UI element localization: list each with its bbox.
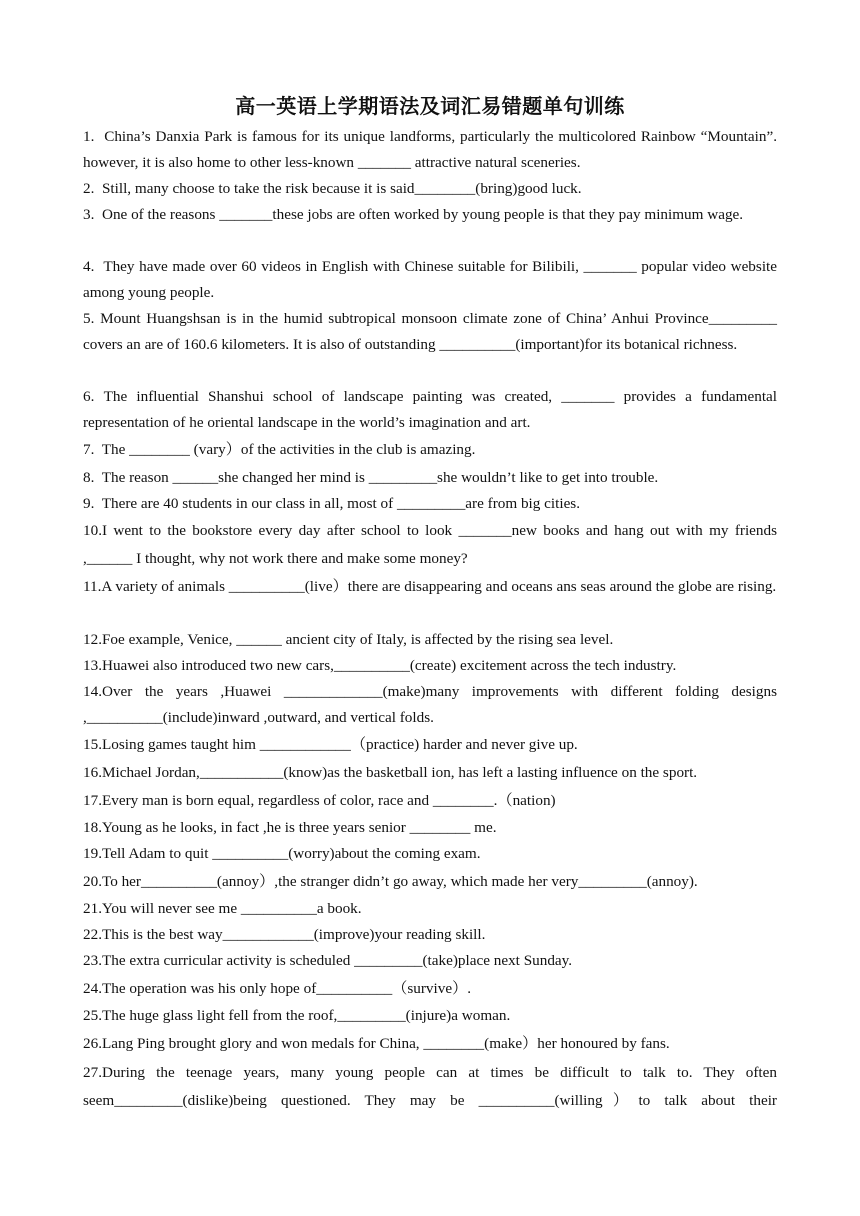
question-number: 15. [83, 736, 102, 753]
question-8 [83, 465, 777, 491]
question-26 [83, 1031, 777, 1057]
question-4 [83, 254, 777, 306]
question-number: 27. [83, 1064, 102, 1081]
question-text: The huge glass light fell from the roof,_________(injure)a woman. [101, 1007, 511, 1024]
question-text: The extra curricular activity is scheduled _________(take)place next Sunday. [101, 952, 573, 969]
question-7 [83, 437, 777, 463]
question-text: One of the reasons _______these jobs are often worked by young people is that they pay minimum wage. [101, 206, 744, 223]
question-text: Losing games taught him ____________（practice) harder and never give up. [101, 736, 578, 753]
question-number: 22. [83, 926, 102, 943]
question-number: 12. [83, 631, 102, 648]
question-19 [83, 841, 777, 867]
question-23 [83, 948, 777, 974]
question-number: 18. [83, 819, 102, 836]
question-text: Lang Ping brought glory and won medals for China, ________(make）her honoured by fans. [101, 1035, 670, 1052]
question-number: 11. [83, 578, 102, 595]
question-number: 23. [83, 952, 102, 969]
question-number: 6. [83, 388, 95, 405]
question-11 [83, 573, 777, 601]
question-number: 10. [83, 522, 102, 539]
question-text: A variety of animals __________(live）there are disappearing and oceans ans seas around the globe are rising. [101, 578, 777, 595]
question-text: This is the best way____________(improve)your reading skill. [101, 926, 486, 943]
question-number: 8. [83, 469, 95, 486]
question-text: You will never see me __________a book. [101, 900, 362, 917]
question-text: There are 40 students in our class in all, most of _________are from big cities. [101, 495, 581, 512]
question-number: 24. [83, 980, 102, 997]
question-text: The operation was his only hope of__________（survive）. [101, 980, 472, 997]
question-number: 2. [83, 180, 95, 197]
question-text: China’s Danxia Park is famous for its unique landforms, particularly the multicolored Rainbow “Mountain”. however, it is also home to other less-known _______ attractive natural sceneries. [83, 128, 777, 171]
question-number: 25. [83, 1007, 102, 1024]
question-24 [83, 976, 777, 1002]
question-text: The influential Shanshui school of landscape painting was created, _______ provides a fundamental representation of he oriental landscape in the world’s imagination and art. [83, 388, 777, 431]
question-text: Foe example, Venice, ______ ancient city of Italy, is affected by the rising sea level. [101, 631, 614, 648]
question-text: Every man is born equal, regardless of color, race and ________.（nation) [101, 792, 556, 809]
question-text: Tell Adam to quit __________(worry)about the coming exam. [101, 845, 481, 862]
question-text: The ________ (vary）of the activities in the club is amazing. [101, 441, 476, 458]
question-number: 13. [83, 657, 102, 674]
question-number: 9. [83, 495, 95, 512]
question-13 [83, 653, 777, 679]
question-25 [83, 1003, 777, 1029]
question-text: I went to the bookstore every day after school to look _______new books and hang out with my friends ,______ I thought, why not work there and make some money? [83, 522, 777, 567]
question-number: 4. [83, 258, 95, 275]
question-number: 26. [83, 1035, 102, 1052]
question-number: 19. [83, 845, 102, 862]
question-5 [83, 306, 777, 358]
question-2 [83, 176, 777, 202]
question-text: The reason ______she changed her mind is _________she wouldn’t like to get into trouble. [101, 469, 659, 486]
question-number: 14. [83, 683, 102, 700]
question-15 [83, 732, 777, 758]
question-21 [83, 896, 777, 922]
question-number: 20. [83, 873, 102, 890]
question-14 [83, 679, 777, 731]
question-22 [83, 922, 777, 948]
question-number: 7. [83, 441, 95, 458]
question-6 [83, 384, 777, 436]
question-text: Still, many choose to take the risk because it is said________(bring)good luck. [101, 180, 582, 197]
question-number: 3. [83, 206, 95, 223]
question-18 [83, 815, 777, 841]
question-text: During the teenage years, many young people can at times be difficult to talk to. They often seem_________(dislike)being questioned. They may be __________(willing）to talk about their [83, 1064, 777, 1109]
question-text: They have made over 60 videos in English with Chinese suitable for Bilibili, _______ popular video website among young people. [83, 258, 777, 301]
question-1 [83, 124, 777, 176]
question-12 [83, 627, 777, 653]
question-3 [83, 202, 777, 228]
question-text: Young as he looks, in fact ,he is three years senior ________ me. [101, 819, 497, 836]
document-title: 高一英语上学期语法及词汇易错题单句训练 [235, 94, 625, 118]
question-number: 16. [83, 764, 102, 781]
question-17 [83, 788, 777, 814]
question-text: Mount Huangshsan is in the humid subtropical monsoon climate zone of China’ Anhui Province_________ covers an are of 160.6 kilometers. It is also of outstanding __________(important)for its botanical richness. [83, 310, 778, 353]
question-number: 21. [83, 900, 102, 917]
question-text: To her__________(annoy）,the stranger didn’t go away, which made her very_________(annoy). [101, 873, 698, 890]
question-20 [83, 869, 777, 895]
question-9 [83, 491, 777, 517]
question-16 [83, 760, 777, 786]
question-text: Michael Jordan,___________(know)as the basketball ion, has left a lasting influence on the sport. [101, 764, 698, 781]
question-text: Over the years ,Huawei _____________(make)many improvements with different folding designs ,__________(include)inward ,outward, and vertical folds. [83, 683, 777, 726]
question-10 [83, 517, 777, 573]
question-text: Huawei also introduced two new cars,__________(create) excitement across the tech industry. [101, 657, 677, 674]
question-27 [83, 1059, 777, 1115]
question-number: 5. [83, 310, 95, 327]
question-number: 17. [83, 792, 102, 809]
question-number: 1. [83, 128, 95, 145]
